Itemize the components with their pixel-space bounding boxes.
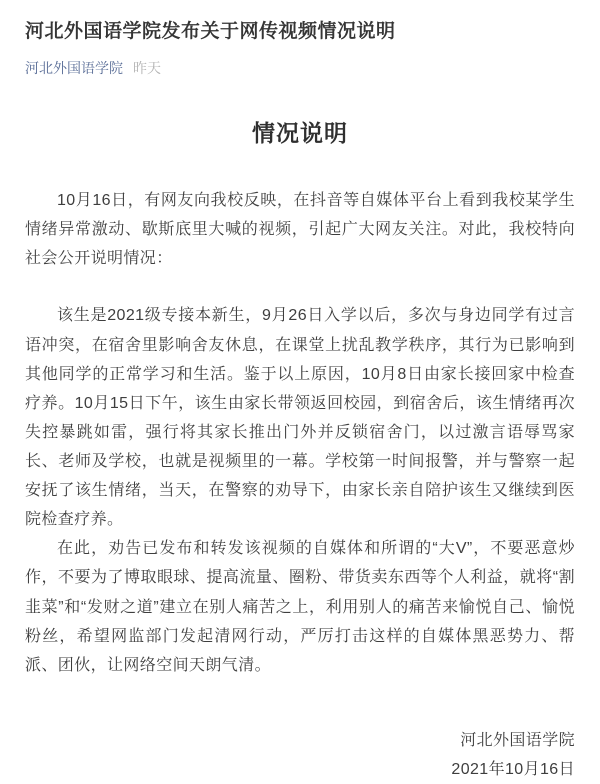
publish-time: 昨天 — [133, 59, 161, 76]
statement-body — [25, 186, 575, 680]
statement-paragraph-1: 10月16日，有网友向我校反映，在抖音等自媒体平台上看到我校某学生情绪异常激动、歇斯底里大喊的视频，引起广大网友关注。对此，我校特向社会公开说明情况： — [25, 192, 575, 268]
statement-paragraph-3: 在此，劝告已发布和转发该视频的自媒体和所谓的“大V”，不要恶意炒作，不要为了博取眼球、提高流量、圈粉、带货卖东西等个人利益，就将“割韭菜”和“发财之道”建立在别人痛苦之上，利用别人的痛苦来愉悦自己、愉悦粉丝，希望网监部门发起清网行动，严厉打击这样的自媒体黑恶势力、帮派、团伙，让网络空间天朗气清。 — [25, 540, 575, 674]
account-name-link[interactable]: 河北外国语学院 — [25, 59, 123, 76]
article-title: 河北外国语学院发布关于网传视频情况说明 — [25, 21, 396, 42]
signature-name: 河北外国语学院 — [460, 731, 575, 749]
signature-block — [25, 726, 575, 784]
article-meta — [25, 59, 575, 79]
statement-paragraph-2: 该生是2021级专接本新生，9月26日入学以后，多次与身边同学有过言语冲突，在宿舍里影响舍友休息，在课堂上扰乱教学秩序，其行为已影响到其他同学的正常学习和生活。鉴于以上原因，10月8日由家长接回家中检查疗养。10月15日下午，该生由家长带领返回校园，到宿舍后，该生情绪再次失控暴跳如雷，强行将其家长推出门外并反锁宿舍门，以过激言语辱骂家长、老师及学校，也就是视频里的一幕。学校第一时间报警，并与警察一起安抚了该生情绪，当天，在警察的劝导下，由家长亲自陪护该生又继续到医院检查疗养。 — [25, 307, 575, 529]
signature-date: 2021年10月16日 — [451, 761, 575, 778]
statement-heading: 情况说明 — [252, 120, 348, 147]
